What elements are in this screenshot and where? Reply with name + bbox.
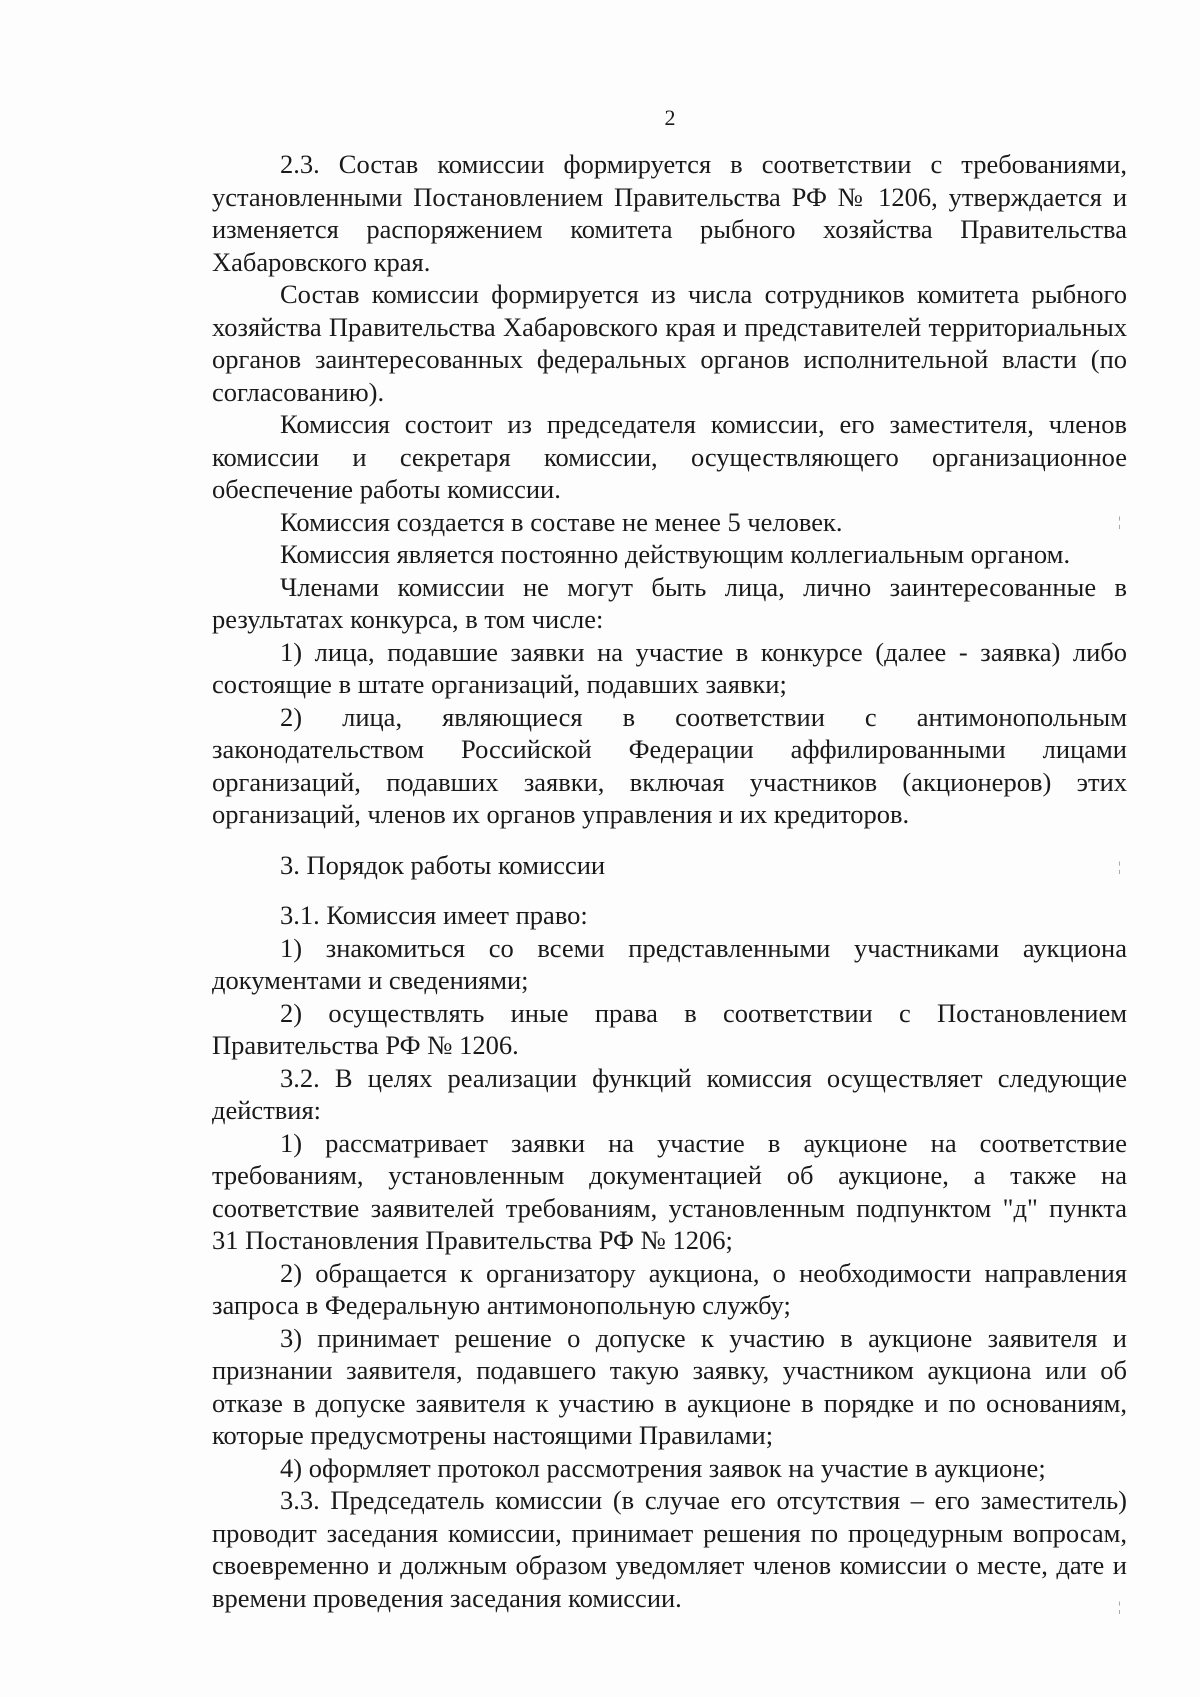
list-item-action-4: 4) оформляет протокол рассмотрения заявок на участие в аукционе; (280, 1452, 1046, 1483)
document-body (212, 148, 1127, 1614)
paragraph-2-3: 2.3. Состав комиссии формируется в соответствии с требованиями, установленными Постановлением Правительства РФ № 1206, утверждается и изменяется распоряжением комитета рыбного хозяйства Правительства Хабаровского края. (212, 149, 1127, 277)
paragraph-3-2: 3.2. В целях реализации функций комиссия осуществляет следующие действия: (212, 1062, 1127, 1125)
paragraph-size: Комиссия создается в составе не менее 5 человек. (280, 506, 843, 537)
list-item-exclusion-1: 1) лица, подавшие заявки на участие в конкурсе (далее - заявка) либо состоящие в штате организаций, подавших заявки; (212, 636, 1127, 699)
list-item-action-3: 3) принимает решение о допуске к участию в аукционе заявителя и признании заявителя, подавшего такую заявку, участником аукциона или об отказе в допуске заявителя к участию в аукционе в порядке и по основаниям, которые предусмотрены настоящими Правилами; (212, 1322, 1127, 1450)
paragraph-composition: Состав комиссии формируется из числа сотрудников комитета рыбного хозяйства Правительства Хабаровского края и представителей территориальных органов заинтересованных федеральных органов исполнительной власти (по согласованию). (212, 279, 1127, 407)
page-number: 2 (664, 105, 676, 130)
list-item-action-2: 2) обращается к организатору аукциона, о необходимости направления запроса в Федеральную антимонопольную службу; (212, 1257, 1127, 1320)
list-item-action-1: 1) рассматривает заявки на участие в аукционе на соответствие требованиям, установленным документацией об аукционе, а также на соответствие заявителей требованиям, установленным подпунктом "д" пункта 31 Постановления Правительства РФ № 1206; (212, 1127, 1127, 1255)
list-item-right-1: 1) знакомиться со всеми представленными участниками аукциона документами и сведениями; (212, 932, 1127, 995)
paragraph-3-1: 3.1. Комиссия имеет право: (280, 900, 588, 930)
scan-margin-mark: ¦ (1118, 1600, 1121, 1615)
list-item-exclusion-2: 2) лица, являющиеся в соответствии с антимонопольным законодательством Российской Федерации аффилированными лицами организаций, подавших заявки, включая участников (акционеров) этих организаций, членов их органов управления и их кредиторов. (212, 701, 1127, 829)
list-item-right-2: 2) осуществлять иные права в соответствии с Постановлением Правительства РФ № 1206. (212, 997, 1127, 1060)
paragraph-3-3: 3.3. Председатель комиссии (в случае его отсутствия – его заместитель) проводит заседания комиссии, принимает решения по процедурным вопросам, своевременно и должным образом уведомляет членов комиссии о месте, дате и времени проведения заседания комиссии. (212, 1485, 1127, 1613)
scan-margin-mark: ¦ (1118, 515, 1121, 530)
section-heading-3: 3. Порядок работы комиссии (280, 849, 606, 880)
paragraph-members: Комиссия состоит из председателя комиссии, его заместителя, членов комиссии и секретаря комиссии, осуществляющего организационное обеспечение работы комиссии. (212, 409, 1127, 504)
scan-margin-mark: ¦ (1118, 860, 1121, 875)
paragraph-permanent: Комиссия является постоянно действующим коллегиальным органом. (280, 539, 1071, 569)
paragraph-exclusions: Членами комиссии не могут быть лица, лично заинтересованные в результатах конкурса, в том числе: (212, 571, 1127, 634)
